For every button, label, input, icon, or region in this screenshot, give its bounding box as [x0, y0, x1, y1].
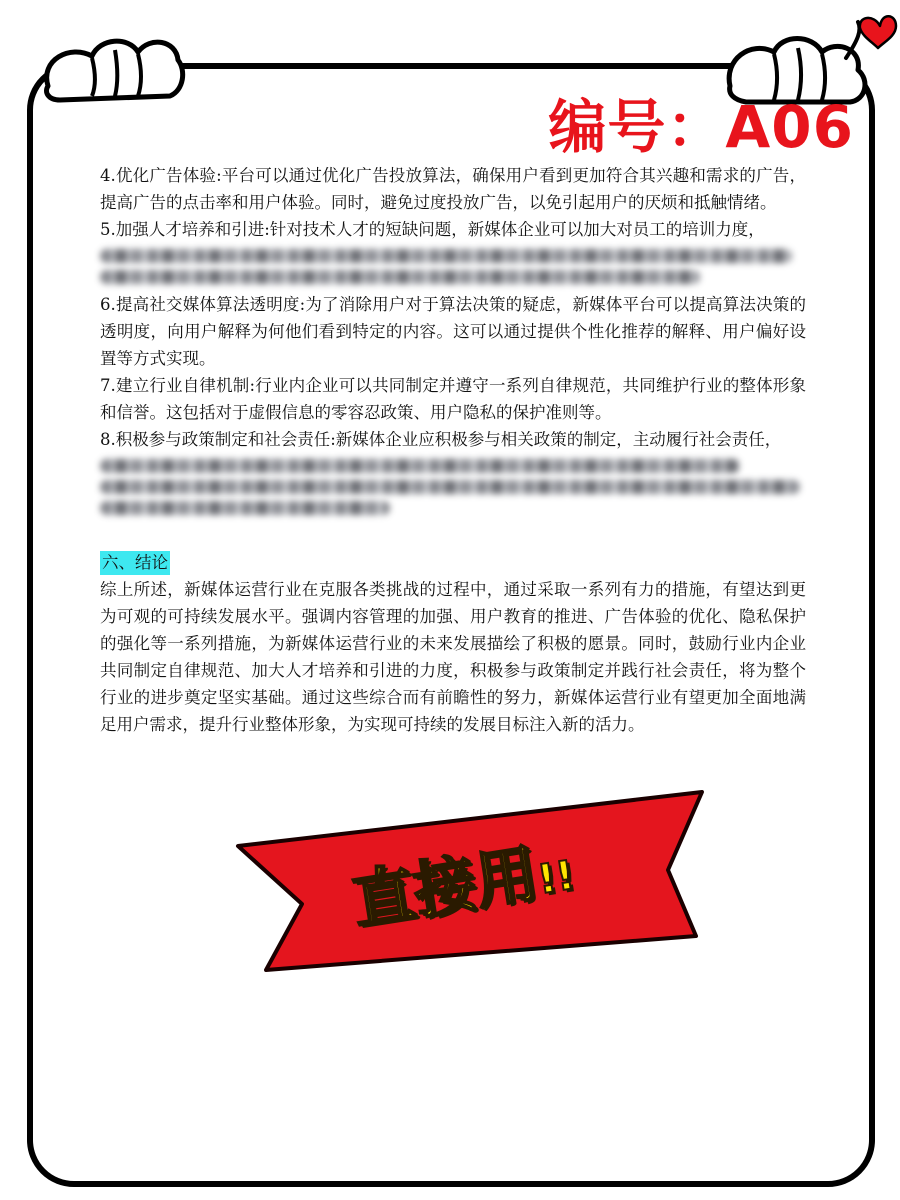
conclusion-paragraph: 综上所述，新媒体运营行业在克服各类挑战的过程中，通过采取一系列有力的措施，有望达到更为可观的可持续发展水平。强调内容管理的加强、用户教育的推进、广告体验的优化、隐私保护的强化等一系列措施，为新媒体运营行业的未来发展描绘了积极的愿景。同时，鼓励行业内企业共同制定自律规范、加大人才培养和引进的力度，积极参与政策制定并践行社会责任，将为整个行业的进步奠定坚实基础。通过这些综合而有前瞻性的努力，新媒体运营行业有望更加全面地满足用户需求，提升行业整体形象，为实现可持续的发展目标注入新的活力。	[100, 580, 806, 734]
banner-main-text: 直接用	[347, 836, 543, 938]
banner-exclaim: !!	[534, 852, 578, 904]
redacted-line	[100, 270, 700, 284]
redacted-line	[100, 249, 792, 263]
redacted-line	[100, 501, 390, 515]
cartoon-hand-left	[47, 41, 183, 100]
serial-number: 编号：A06	[548, 93, 854, 161]
redacted-line	[100, 480, 800, 494]
list-item-4: 4.优化广告体验:平台可以通过优化广告投放算法，确保用户看到更加符合其兴趣和需求的广告，提高广告的点击率和用户体验。同时，避免过度投放广告，以免引起用户的厌烦和抵触情绪。	[100, 166, 806, 212]
document-body	[100, 162, 806, 738]
list-item-5: 5.加强人才培养和引进:针对技术人才的短缺问题，新媒体企业可以加大对员工的培训力度，	[100, 220, 765, 239]
spacer	[100, 522, 806, 549]
section-heading-conclusion: 六、结论	[100, 551, 170, 575]
promo-banner	[232, 786, 712, 976]
list-item-6: 6.提高社交媒体算法透明度:为了消除用户对于算法决策的疑虑，新媒体平台可以提高算法决策的透明度，向用户解释为何他们看到特定的内容。这可以通过提供个性化推荐的解释、用户偏好设置等方式实现。	[100, 295, 806, 368]
list-item-7: 7.建立行业自律机制:行业内企业可以共同制定并遵守一系列自律规范，共同维护行业的整体形象和信誉。这包括对于虚假信息的零容忍政策、用户隐私的保护准则等。	[100, 376, 806, 422]
cartoon-hand-right	[729, 22, 865, 102]
redacted-line	[100, 459, 740, 473]
list-item-8: 8.积极参与政策制定和社会责任:新媒体企业应积极参与相关政策的制定，主动履行社会责任，	[100, 430, 782, 449]
heart-icon	[860, 16, 896, 48]
